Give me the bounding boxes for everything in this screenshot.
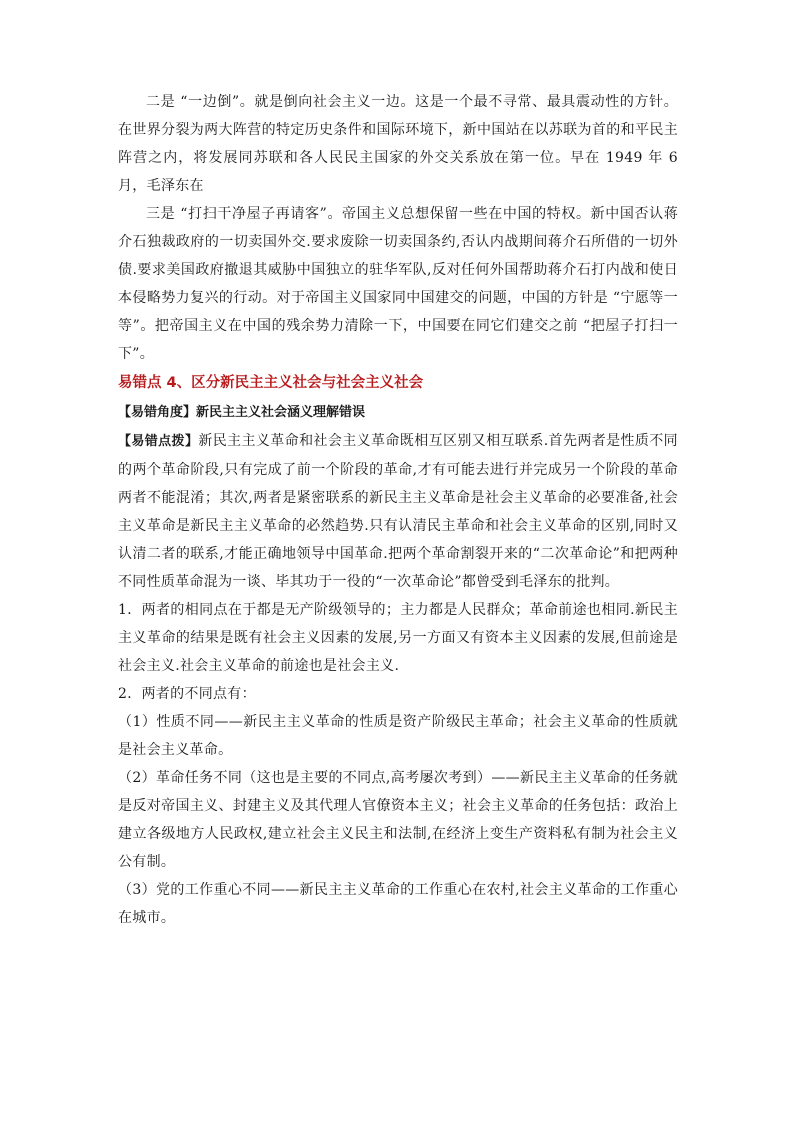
error-angle-line: [118, 398, 678, 427]
section-heading: 易错点 4、区分新民主主义社会与社会主义社会: [118, 375, 424, 391]
paragraph-lean-to-one-side: 二是 “一边倒”。就是倒向社会主义一边。这是一个最不寻常、最具震动性的方针。在世界分裂为两大阵营的特定历史条件和国际环境下，新中国站在以苏联为首的和平民主阵营之内，将发展同苏联和各人民民主国家的外交关系放在第一位。早在 1949 年 6 月，毛泽东在: [118, 94, 678, 194]
error-tip-tag: 【易错点拨】: [118, 434, 199, 449]
sub-item-work-focus: （3）党的工作重心不同——新民主主义革命的工作重心在农村,社会主义革命的工作重心在城市。: [118, 882, 678, 926]
error-tip-text: 新民主主义革命和社会主义革命既相互区别又相互联系.首先两者是性质不同的两个革命阶段,只有完成了前一个阶段的革命,才有可能去进行并完成另一个阶段的革命两者不能混淆；其次,两者是紧密联系的新民主主义革命是社会主义革命的必要准备,社会主义革命是新民主主义革命的必然趋势.只有认清民主革命和社会主义革命的区别,同时又认清二者的联系,才能正确地领导中国革命.把两个革命割裂开来的“二次革命论”和把两种不同性质革命混为一谈、毕其功于一役的“一次革命论”都曾受到毛泽东的批判。: [118, 433, 678, 590]
error-tip-paragraph: [118, 427, 678, 596]
item-similarities: 1．两者的相同点在于都是无产阶级领导的；主力都是人民群众；革命前途也相同.新民主主义革命的结果是既有社会主义因素的发展,另一方面又有资本主义因素的发展,但前途是社会主义.社会主义革命的前途也是社会主义.: [118, 602, 678, 674]
document-page: [118, 88, 678, 932]
paragraph-clean-house: 三是 “打扫干净屋子再请客”。帝国主义总想保留一些在中国的特权。新中国否认蒋介石独裁政府的一切卖国外交.要求废除一切卖国条约,否认内战期间蒋介石所借的一切外债.要求美国政府撤退其威胁中国独立的驻华军队,反对任何外国帮助蒋介石打内战和使日本侵略势力复兴的行动。对于帝国主义国家同中国建交的问题，中国的方针是 “宁愿等一等”。把帝国主义在中国的残余势力清除一下，中国要在同它们建交之前 “把屋子打扫一下”。: [118, 206, 678, 362]
error-angle-tag: 【易错角度】: [118, 405, 197, 420]
item-differences-intro: 2．两者的不同点有：: [118, 686, 256, 702]
sub-item-tasks: （2）革命任务不同（这也是主要的不同点,高考屡次考到）——新民主主义革命的任务就是反对帝国主义、封建主义及其代理人官僚资本主义；社会主义革命的任务包括：政治上建立各级地方人民政权,建立社会主义民主和法制,在经济上变生产资料私有制为社会主义公有制。: [118, 770, 678, 870]
error-angle-text: 新民主主义社会涵义理解错误: [196, 405, 366, 420]
sub-item-nature: （1）性质不同——新民主主义革命的性质是资产阶级民主革命；社会主义革命的性质就是社会主义革命。: [118, 714, 678, 758]
